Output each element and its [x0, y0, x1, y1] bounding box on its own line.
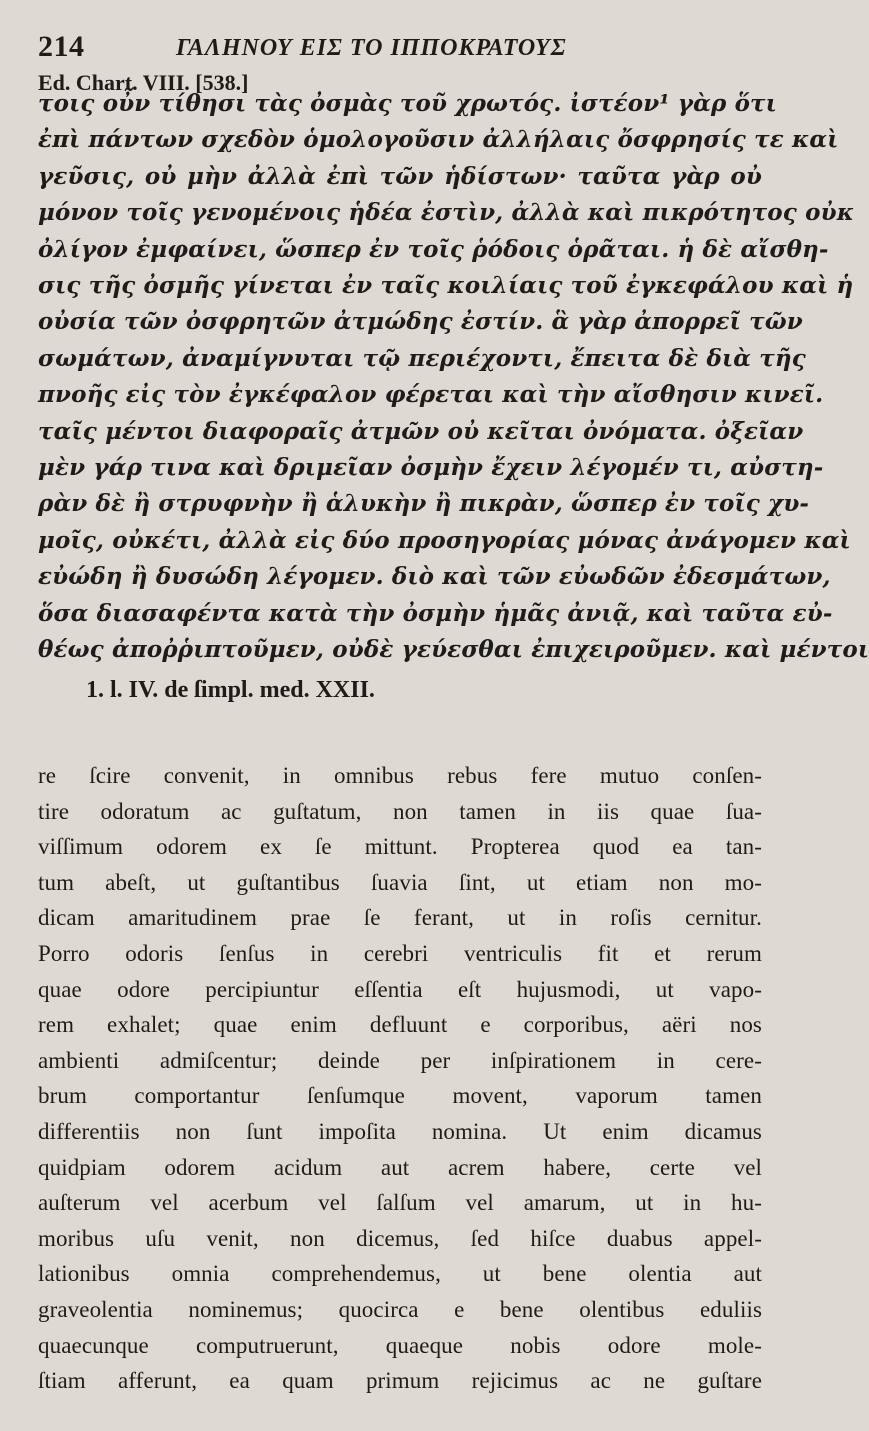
greek-line: τοις οὖν τίθησι τὰς ὀσμὰς τοῦ χρωτός. ἰστέον¹ γὰρ ὅτι — [38, 90, 777, 117]
latin-line: brum comportantur ſenſumque movent, vaporum tamen — [38, 1083, 762, 1109]
greek-line: οὐσία τῶν ὀσφρητῶν ἀτμώδης ἐστίν. ἃ γὰρ ἀπορρεῖ τῶν — [38, 308, 803, 336]
latin-line: quae odore percipiuntur eſſentia eſt hujusmodi, ut vapo- — [38, 976, 762, 1002]
latin-line: auſterum vel acerbum vel ſalſum vel amarum, ut in hu- — [38, 1190, 762, 1216]
latin-line: Porro odoris ſenſus in cerebri ventriculis fit et rerum — [38, 940, 762, 966]
greek-line: πνοῆς εἰς τὸν ἐγκέφαλον φέρεται καὶ τὴν αἴσθησιν κινεῖ. — [38, 381, 824, 409]
latin-line: lationibus omnia comprehendemus, ut bene olentia aut — [38, 1261, 762, 1287]
running-title: ΓΑΛΗΝΟΥ ΕΙΣ ΤΟ ΙΠΠΟΚΡΑΤΟΥΣ — [176, 35, 567, 61]
latin-text-block — [38, 758, 762, 1399]
footnote: 1. l. IV. de ſimpl. med. XXII. — [86, 677, 375, 703]
latin-line: graveolentia nominemus; quocirca e bene olentibus eduliis — [38, 1296, 762, 1322]
latin-line: viſſimum odorem ex ſe mittunt. Propterea quod ea tan- — [38, 834, 762, 860]
greek-line: ὅσα διασαφέντα κατὰ τὴν ὀσμὴν ἡμᾶς ἀνιᾷ, καὶ ταῦτα εὐ- — [38, 599, 833, 627]
page-number: 214 — [38, 30, 85, 63]
edition-note: Ed. Chart. VIII. [538.] — [38, 70, 249, 95]
greek-line: μὲν γάρ τινα καὶ δριμεῖαν ὀσμὴν ἔχειν λέγομέν τι, αὐστη- — [38, 454, 824, 482]
greek-line: σωμάτων, ἀναμίγνυται τῷ περιέχοντι, ἔπειτα δὲ διὰ τῆς — [38, 344, 806, 372]
greek-line: σις τῆς ὀσμῆς γίνεται ἐν ταῖς κοιλίαις τοῦ ἐγκεφάλου καὶ ἡ — [38, 272, 854, 300]
latin-line: quaecunque computruerunt, quaeque nobis odore mole- — [38, 1332, 762, 1358]
greek-line: ἐπὶ πάντων σχεδὸν ὁμολογοῦσιν ἀλλήλαις ὄσφρησίς τε καὶ — [38, 126, 839, 154]
greek-line: ὀλίγον ἐμφαίνει, ὥσπερ ἐν τοῖς ῥόδοις ὁρᾶται. ἡ δὲ αἴσθη- — [38, 235, 829, 263]
latin-line: re ſcire convenit, in omnibus rebus fere mutuo conſen- — [38, 763, 762, 788]
latin-line: moribus uſu venit, non dicemus, ſed hiſce duabus appel- — [38, 1225, 762, 1251]
greek-line: εὐώδη ἢ δυσώδη λέγομεν. διὸ καὶ τῶν εὐωδῶν ἐδεσμάτων, — [38, 563, 831, 591]
latin-line: tum abeſt, ut guſtantibus ſuavia ſint, ut etiam non mo- — [38, 869, 762, 895]
greek-line: γεῦσις, οὐ μὴν ἀλλὰ ἐπὶ τῶν ἡδίστων· ταῦτα γὰρ οὐ — [38, 162, 762, 190]
latin-line: differentiis non ſunt impoſita nomina. Ut enim dicamus — [38, 1118, 762, 1144]
latin-line: ſtiam afferunt, ea quam primum rejicimus ac ne guſtare — [38, 1368, 762, 1394]
greek-line: ρὰν δὲ ἢ στρυφνὴν ἢ ἁλυκὴν ἢ πικρὰν, ὥσπερ ἐν τοῖς χυ- — [38, 490, 810, 518]
greek-line: θέως ἀποῤῥιπτοῦμεν, οὐδὲ γεύεσθαι ἐπιχειροῦμεν. καὶ μέντοι — [38, 636, 869, 664]
greek-text-block — [38, 86, 869, 669]
greek-line: μοῖς, οὐκέτι, ἀλλὰ εἰς δύο προσηγορίας μόνας ἀνάγομεν καὶ — [38, 526, 851, 554]
greek-line: ταῖς μέντοι διαφοραῖς ἀτμῶν οὐ κεῖται ὀνόματα. ὀξεῖαν — [38, 417, 804, 445]
latin-line: dicam amaritudinem prae ſe ferant, ut in roſis cernitur. — [38, 905, 762, 931]
latin-line: tire odoratum ac guſtatum, non tamen in iis quae ſua- — [38, 798, 762, 824]
latin-line: rem exhalet; quae enim defluunt e corporibus, aëri nos — [38, 1012, 762, 1038]
latin-line: quidpiam odorem acidum aut acrem habere, certe vel — [38, 1154, 762, 1180]
page-header — [38, 30, 762, 64]
greek-line: μόνον τοῖς γενομένοις ἡδέα ἐστὶν, ἀλλὰ καὶ πικρότητος οὐκ — [38, 199, 855, 227]
latin-line: ambienti admiſcentur; deinde per inſpirationem in cere- — [38, 1047, 762, 1073]
